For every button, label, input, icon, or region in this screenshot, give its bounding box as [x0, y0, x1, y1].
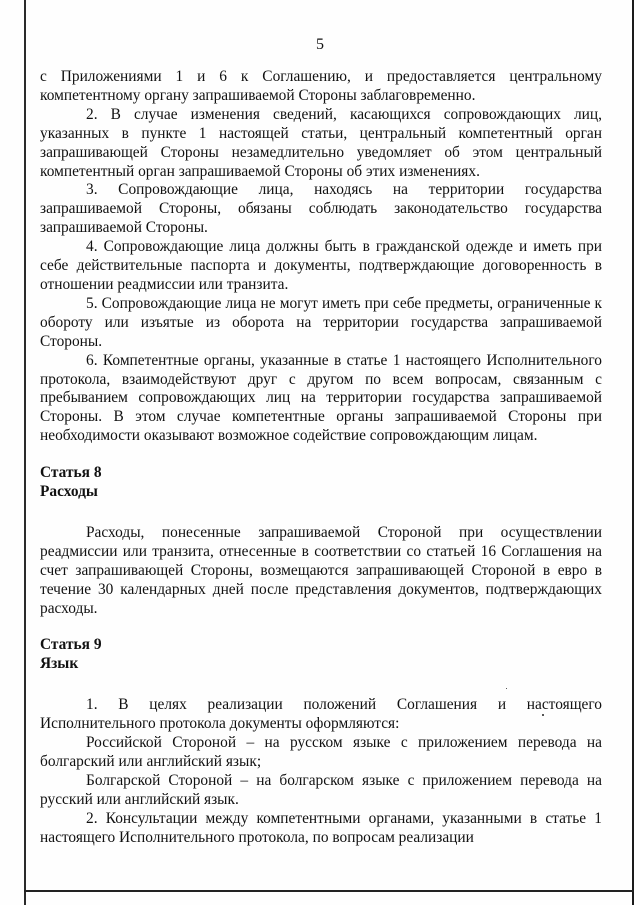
page-number: 5: [316, 36, 324, 53]
article-8-title: Расходы: [40, 483, 98, 501]
paragraph-2: 2. В случае изменения сведений, касающихся сопровождающих лиц, указанных в пункте 1 настоящей статьи, центральный компетентный орган запрашивающей Стороны незамедлительно уведомляет об этом центральный компетентный орган запрашиваемой Стороны об этих изменениях.: [40, 105, 602, 180]
scan-bottom-edge: [24, 890, 634, 892]
article-8-number: Статья 8: [40, 464, 102, 482]
paragraph-continuation: с Приложениями 1 и 6 к Соглашению, и предоставляется центральному компетентному органу запрашиваемой Стороны заблаговременно.: [40, 68, 602, 104]
paragraph-5: 5. Сопровождающие лица не могут иметь при себе предметы, ограниченные к обороту или изъятые из оборота на территории государства запрашиваемой Стороны.: [40, 294, 602, 350]
article-9-russian-side: Российской Стороной – на русском языке с приложением перевода на болгарский или английский язык;: [40, 734, 602, 770]
article-9-paragraph-2: 2. Консультации между компетентными органами, указанными в статье 1 настоящего Исполнительного протокола, по вопросам реализации: [40, 809, 602, 846]
article-9-bulgarian-side: Болгарской Стороной – на болгарском языке с приложением перевода на русский или английский язык.: [40, 771, 602, 808]
scan-left-edge: [24, 0, 26, 905]
article-8-text: Расходы, понесенные запрашиваемой Стороной при осуществлении реадмиссии или транзита, отнесенные в соответствии со статьей 16 Соглашения на счет запрашивающей Стороны, возмещаются запрашивающей Стороной в евро в течение 30 календарных дней после представления документов, подтверждающих расходы.: [40, 523, 602, 617]
scan-right-edge: [632, 0, 634, 905]
paragraph-3: 3. Сопровождающие лица, находясь на территории государства запрашиваемой Стороны, обязаны соблюдать законодательство государства запрашиваемой Стороны.: [40, 181, 602, 237]
paragraph-4: 4. Сопровождающие лица должны быть в гражданской одежде и иметь при себе действительные паспорта и документы, подтверждающие договоренность в отношении реадмиссии или транзита.: [40, 238, 602, 293]
paragraph-6: 6. Компетентные органы, указанные в статье 1 настоящего Исполнительного протокола, взаимодействуют друг с другом по всем вопросам, связанным с пребыванием сопровождающих лиц на территории государства запрашиваемой Стороны. В этом случае компетентные органы запрашиваемой Стороны при необходимости оказывают возможное содействие сопровождающим лицам.: [40, 351, 602, 445]
scan-speck: [542, 714, 544, 716]
scan-speck: [506, 688, 507, 689]
article-9-paragraph-1: 1. В целях реализации положений Соглашения и настоящего Исполнительного протокола документы оформляются:: [40, 696, 602, 733]
article-9-title: Язык: [40, 655, 79, 673]
article-9-number: Статья 9: [40, 636, 102, 654]
document-body: [40, 68, 602, 848]
